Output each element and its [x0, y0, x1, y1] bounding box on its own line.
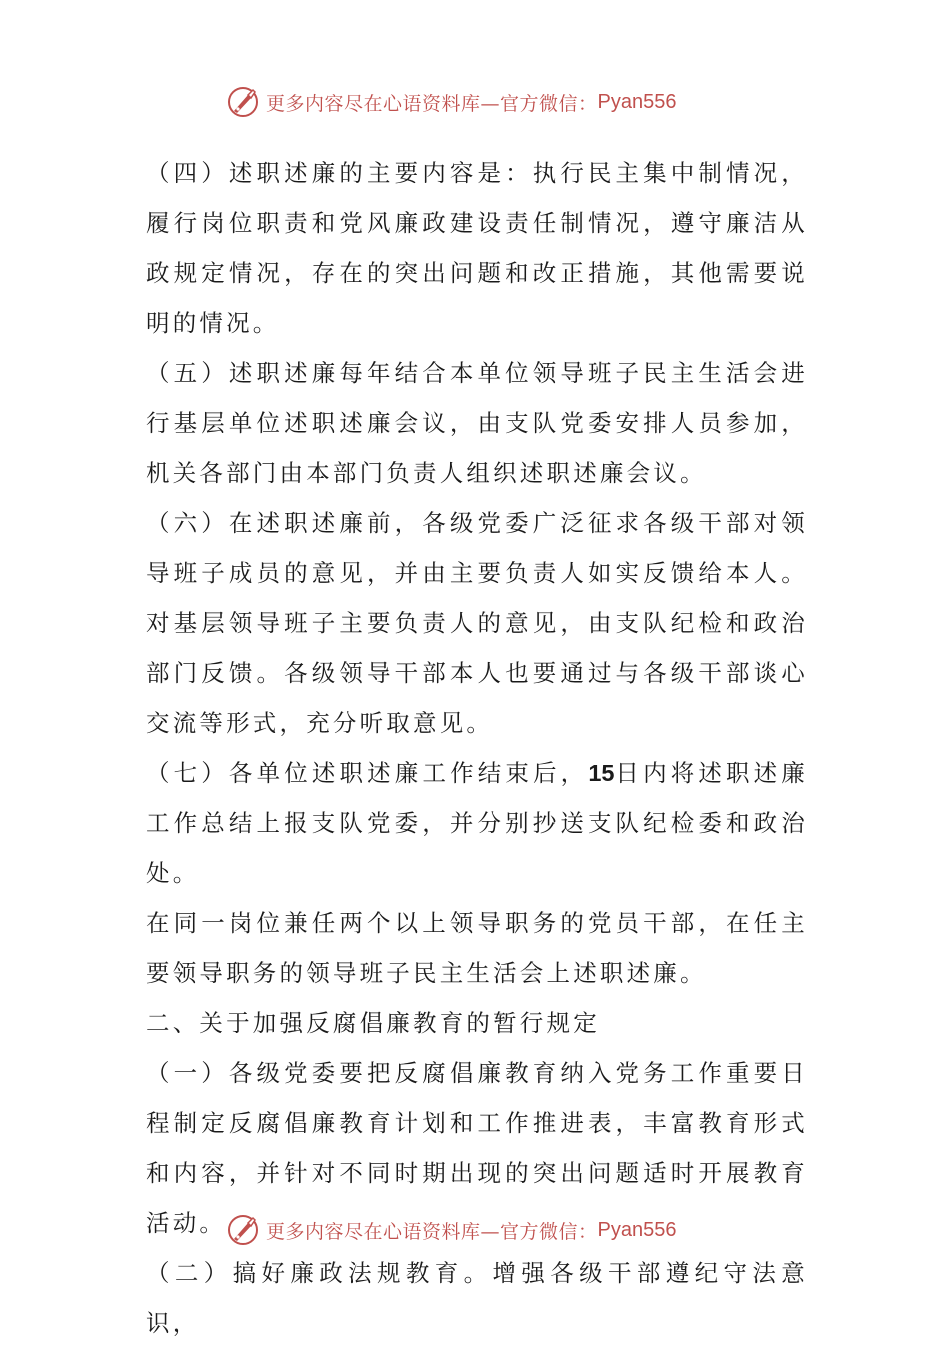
footer-wechat-id: Pyan556 — [597, 1218, 677, 1241]
paragraph-7-after: 日内将述职述廉工作总结上报支队党委，并分别抄送支队纪检委和政治处。 — [146, 759, 809, 887]
paragraph-6: （六）在述职述廉前，各级党委广泛征求各级干部对领导班子成员的意见，并由主要负责人如实反馈给本人。对基层领导班子主要负责人的意见，由支队纪检和政治部门反馈。各级领导干部本人也要通过与各级干部谈心交流等形式，充分听取意见。 — [146, 509, 808, 737]
header-wechat-id: Pyan556 — [597, 90, 677, 113]
paragraph-7-before: （七）各单位述职述廉工作结束后， — [146, 759, 589, 787]
document-body — [146, 148, 808, 1348]
paragraph-4: （四）述职述廉的主要内容是：执行民主集中制情况，履行岗位职责和党风廉政建设责任制情况，遵守廉洁从政规定情况，存在的突出问题和改正措施，其他需要说明的情况。 — [146, 159, 808, 337]
header-banner — [0, 82, 950, 122]
footer-banner — [0, 1210, 950, 1250]
section-heading-2: 二、关于加强反腐倡廉教育的暂行规定 — [146, 1009, 600, 1037]
paragraph-2-2: （二）搞好廉政法规教育。增强各级干部遵纪守法意识， — [146, 1259, 808, 1337]
pen-nib-logo-icon — [226, 85, 260, 119]
header-banner-text: 更多内容尽在心语资料库—官方微信： — [266, 92, 598, 115]
paragraph-concurrent-post: 在同一岗位兼任两个以上领导职务的党员干部，在任主要领导职务的领导班子民主生活会上述职述廉。 — [146, 909, 808, 987]
footer-banner-text: 更多内容尽在心语资料库—官方微信： — [266, 1220, 598, 1243]
paragraph-7 — [146, 748, 808, 898]
paragraph-7-number: 15 — [588, 760, 615, 786]
pen-nib-logo-icon — [226, 1213, 260, 1247]
paragraph-2-1: （一）各级党委要把反腐倡廉教育纳入党务工作重要日程制定反腐倡廉教育计划和工作推进表，丰富教育形式和内容，并针对不同时期出现的突出问题适时开展教育活动。 — [146, 1059, 808, 1237]
paragraph-5: （五）述职述廉每年结合本单位领导班子民主生活会进行基层单位述职述廉会议，由支队党委安排人员参加，机关各部门由本部门负责人组织述职述廉会议。 — [146, 359, 808, 487]
